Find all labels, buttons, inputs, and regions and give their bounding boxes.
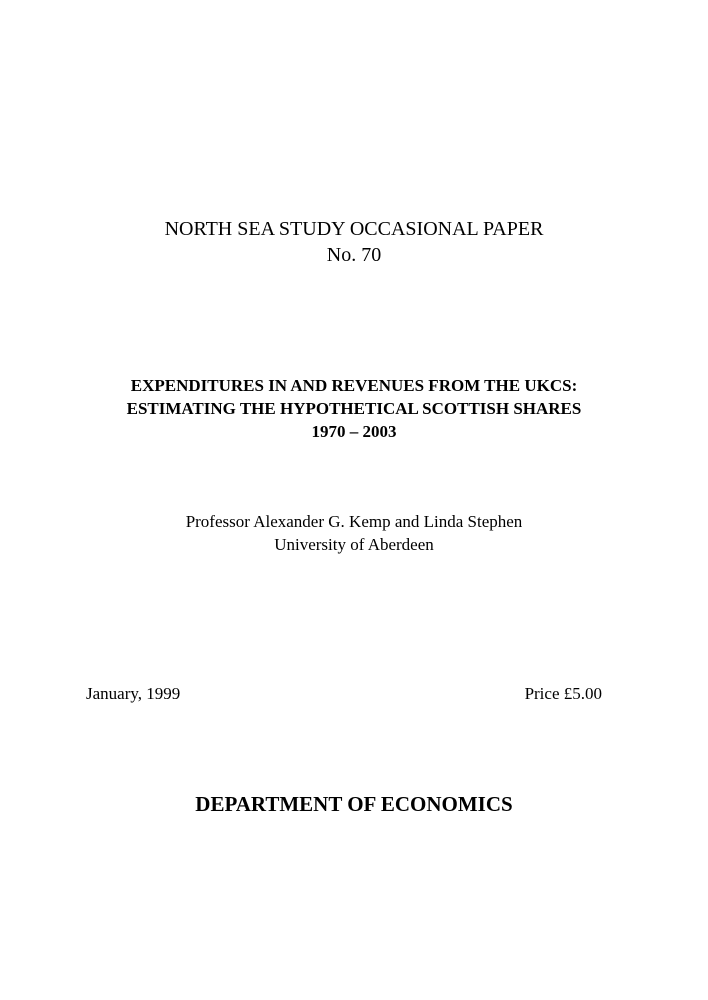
publication-date: January, 1999 xyxy=(86,684,181,703)
price-label: Price £5.00 xyxy=(524,684,602,703)
series-name: NORTH SEA STUDY OCCASIONAL PAPER xyxy=(164,218,544,240)
paper-title-line-2: ESTIMATING THE HYPOTHETICAL SCOTTISH SHARES xyxy=(126,399,582,418)
paper-title-years: 1970 – 2003 xyxy=(311,422,397,441)
author-block xyxy=(0,510,708,556)
series-heading xyxy=(0,216,708,268)
paper-title-line-1: EXPENDITURES IN AND REVENUES FROM THE UKCS: xyxy=(130,376,578,395)
paper-title xyxy=(0,374,708,443)
author-affiliation: University of Aberdeen xyxy=(274,535,434,554)
department-name: DEPARTMENT OF ECONOMICS xyxy=(195,792,513,816)
author-names: Professor Alexander G. Kemp and Linda Stephen xyxy=(185,512,523,531)
paper-number: No. 70 xyxy=(326,244,382,266)
